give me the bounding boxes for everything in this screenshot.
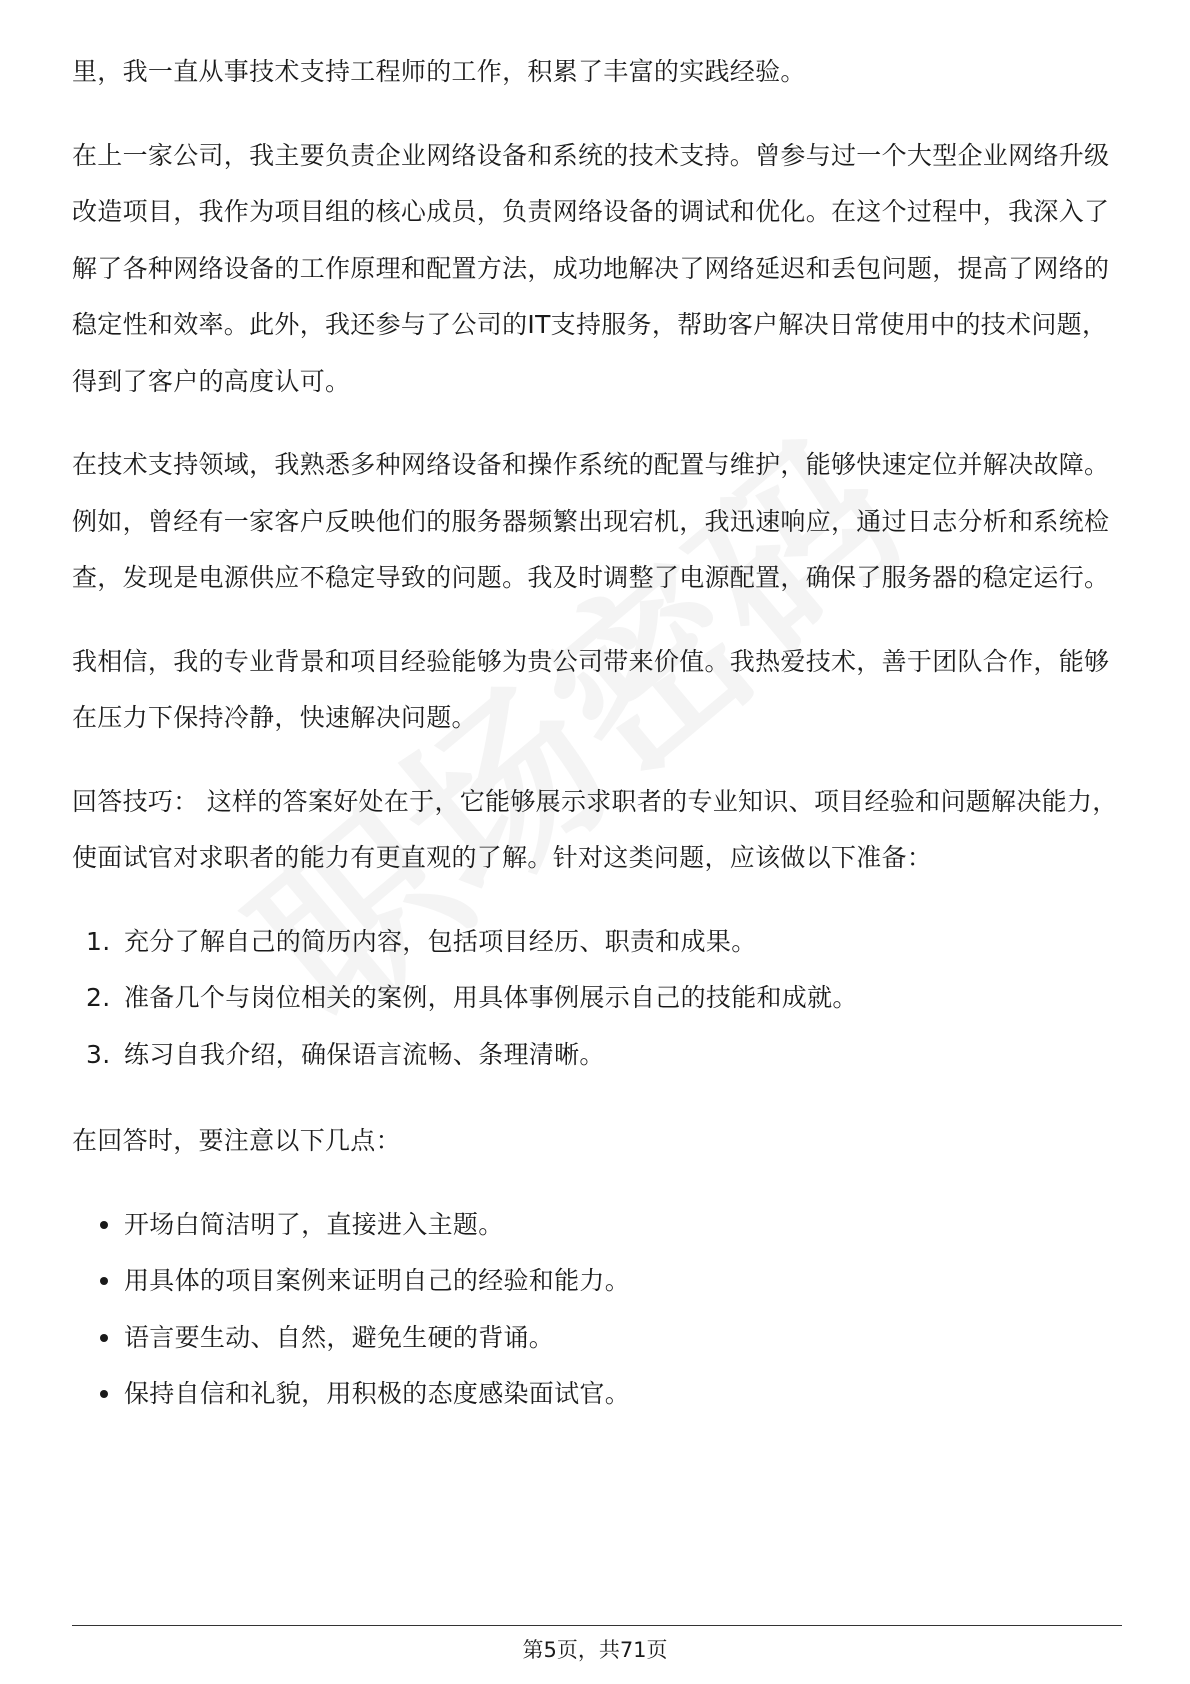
bullet-icon xyxy=(100,1277,108,1285)
document-page xyxy=(72,44,1122,1453)
list-item xyxy=(72,1197,1122,1254)
list-item-text: 练习自我介绍，确保语言流畅、条理清晰。 xyxy=(124,1039,605,1069)
list-number: 3. xyxy=(86,1039,111,1069)
list-item xyxy=(72,914,1122,971)
list-item-text: 开场白简洁明了，直接进入主题。 xyxy=(124,1209,504,1239)
paragraph-4: 我相信，我的专业背景和项目经验能够为贵公司带来价值。我热爱技术，善于团队合作，能够在压力下保持冷静，快速解决问题。 xyxy=(72,646,1110,732)
list-item-text: 充分了解自己的简历内容，包括项目经历、职责和成果。 xyxy=(124,926,757,956)
list-item-text: 语言要生动、自然，避免生硬的背诵。 xyxy=(124,1322,555,1352)
bullet-icon xyxy=(100,1390,108,1398)
answer-tips-paragraph: 回答技巧： 这样的答案好处在于，它能够展示求职者的专业知识、项目经验和问题解决能力，使面试官对求职者的能力有更直观的了解。针对这类问题，应该做以下准备： xyxy=(72,786,1118,872)
list-number: 2. xyxy=(86,983,111,1012)
paragraph-1: 里，我一直从事技术支持工程师的工作，积累了丰富的实践经验。 xyxy=(72,57,806,86)
tips-list xyxy=(72,1197,1122,1423)
paragraph-2: 在上一家公司，我主要负责企业网络设备和系统的技术支持。曾参与过一个大型企业网络升级改造项目，我作为项目组的核心成员，负责网络设备的调试和优化。在这个过程中，我深入了解了各种网络设备的工作原理和配置方法，成功地解决了网络延迟和丢包问题，提高了网络的稳定性和效率。此外，我还参与了公司的IT支持服务，帮助客户解决日常使用中的技术问题，得到了客户的高度认可。 xyxy=(72,140,1110,396)
paragraph-3: 在技术支持领域，我熟悉多种网络设备和操作系统的配置与维护，能够快速定位并解决故障。例如，曾经有一家客户反映他们的服务器频繁出现宕机，我迅速响应，通过日志分析和系统检查，发现是电源供应不稳定导致的问题。我及时调整了电源配置，确保了服务器的稳定运行。 xyxy=(72,450,1110,592)
list-item xyxy=(72,970,1122,1027)
list-item xyxy=(72,1366,1122,1423)
list-item xyxy=(72,1027,1122,1084)
bullet-icon xyxy=(100,1221,108,1229)
list-item xyxy=(72,1253,1122,1310)
list-number: 1. xyxy=(86,926,111,956)
page-number: 第5页，共71页 xyxy=(522,1638,668,1662)
list-item-text: 准备几个与岗位相关的案例，用具体事例展示自己的技能和成就。 xyxy=(124,983,858,1012)
preparation-steps-list xyxy=(72,914,1122,1084)
list-item-text: 用具体的项目案例来证明自己的经验和能力。 xyxy=(124,1266,631,1295)
list-item-text: 保持自信和礼貌，用积极的态度感染面试官。 xyxy=(124,1379,631,1408)
footer-divider xyxy=(72,1625,1122,1626)
tips-intro: 在回答时，要注意以下几点： xyxy=(72,1126,401,1155)
bullet-icon xyxy=(100,1334,108,1342)
list-item xyxy=(72,1310,1122,1367)
